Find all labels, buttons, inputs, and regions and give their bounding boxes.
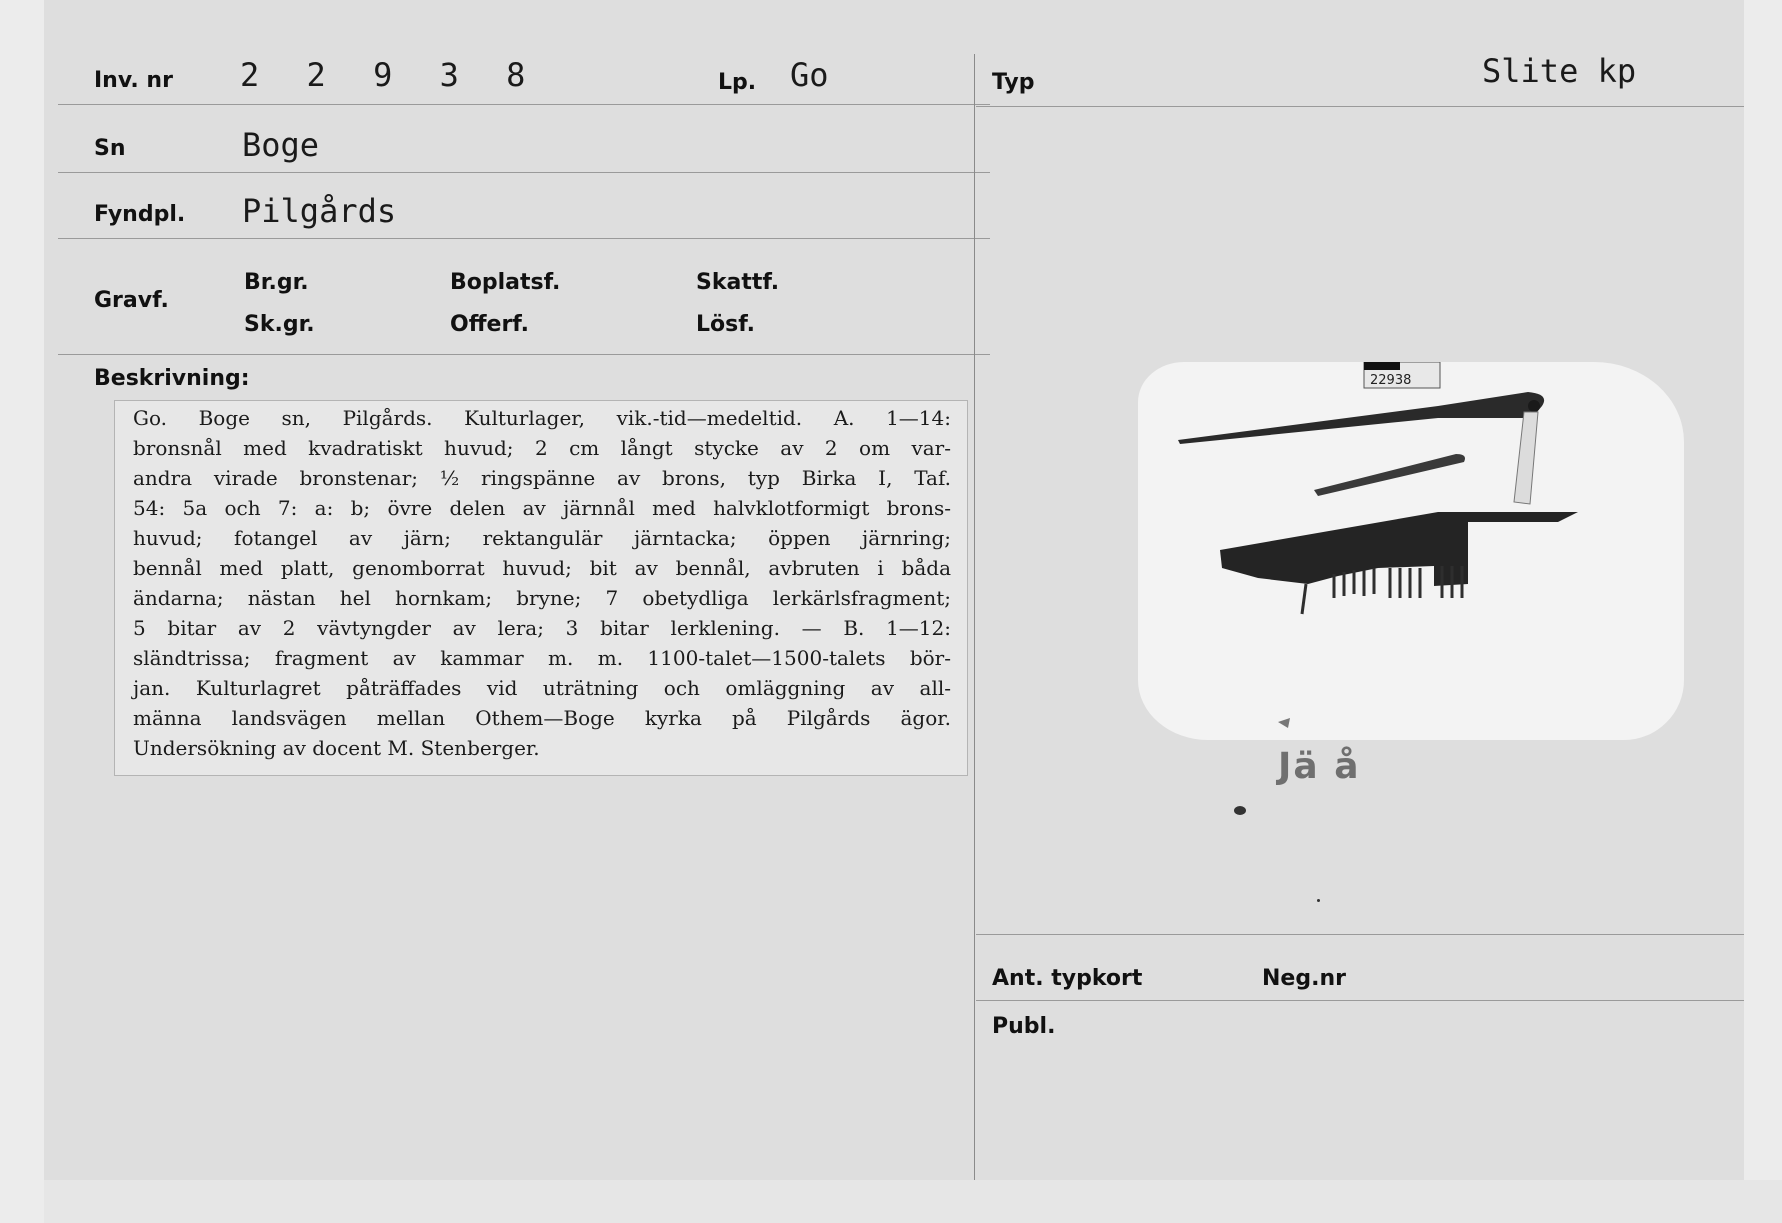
divider-inv-row <box>58 104 990 105</box>
sn-value: Boge <box>242 126 320 164</box>
fyndpl-label: Fyndpl. <box>94 202 186 227</box>
ink-speck <box>1234 806 1246 815</box>
divider-fyndpl-row <box>58 238 990 239</box>
typ-value: Slite kp <box>1482 52 1637 90</box>
card-column-divider <box>974 54 975 1180</box>
description-line: jan. Kulturlagret påträffades vid uträtning och omläggning av all- <box>133 676 951 700</box>
description-line: 5 bitar av 2 vävtyngder av lera; 3 bitar lerklening. — B. 1—12: <box>133 616 951 640</box>
gravf-label: Gravf. <box>94 288 169 313</box>
description-line: Undersökning av docent M. Stenberger. <box>133 736 540 760</box>
description-clipping <box>114 400 968 776</box>
description-line: sländtrissa; fragment av kammar m. m. 1100-talet—1500-talets bör- <box>133 646 951 670</box>
lp-value: Go <box>790 56 829 94</box>
ant-typkort-label: Ant. typkort <box>992 966 1143 991</box>
ink-speck <box>1317 899 1320 902</box>
losf-label: Lösf. <box>696 312 755 337</box>
br-gr-label: Br.gr. <box>244 270 309 295</box>
beskrivning-label: Beskrivning: <box>94 366 250 391</box>
catalog-card <box>44 0 1744 1180</box>
bronze-pin-icon <box>1178 392 1544 444</box>
artifacts-illustration <box>1138 362 1684 740</box>
boplatsf-label: Boplatsf. <box>450 270 561 295</box>
lp-label: Lp. <box>718 70 757 95</box>
pin-label-icon <box>1514 412 1538 504</box>
handwritten-note: Jä å <box>1278 746 1361 787</box>
publ-label: Publ. <box>992 1014 1056 1039</box>
description-line: andra virade bronstenar; ½ ringspänne av brons, typ Birka I, Taf. <box>133 466 951 490</box>
scan-margin-right <box>1744 0 1782 1223</box>
sn-label: Sn <box>94 136 126 161</box>
inv-nr-label: Inv. nr <box>94 68 173 93</box>
description-line: 54: 5a och 7: a: b; övre delen av järnnål med halvklotformigt brons- <box>133 496 951 520</box>
typ-label: Typ <box>992 70 1035 95</box>
offerf-label: Offerf. <box>450 312 530 337</box>
artifact-photo <box>1138 362 1684 740</box>
tag-number-text: 22938 <box>1370 373 1412 388</box>
divider-ant-top <box>976 934 1744 935</box>
description-line: männa landsvägen mellan Othem—Boge kyrka på Pilgårds ägor. <box>133 706 951 730</box>
divider-publ-top <box>976 1000 1744 1001</box>
tag-scale-bar <box>1364 362 1400 370</box>
description-line: ändarna; nästan hel hornkam; bryne; 7 obetydliga lerkärlsfragment; <box>133 586 951 610</box>
description-line: bronsnål med kvadratiskt huvud; 2 cm långt stycke av 2 om var- <box>133 436 951 460</box>
inv-nr-value: 2 2 9 3 8 <box>240 56 540 94</box>
scan-margin-bottom <box>44 1180 1782 1223</box>
description-line: huvud; fotangel av järn; rektangulär järntacka; öppen järnring; <box>133 526 951 550</box>
description-line: bennål med platt, genomborrat huvud; bit av bennål, avbruten i båda <box>133 556 951 580</box>
neg-nr-label: Neg.nr <box>1262 966 1346 991</box>
divider-typ-row <box>976 106 1744 107</box>
divider-sn-row <box>58 172 990 173</box>
skattf-label: Skattf. <box>696 270 780 295</box>
description-line: Go. Boge sn, Pilgårds. Kulturlager, vik.-tid—medeltid. A. 1—14: <box>133 406 951 430</box>
scan-margin-left <box>0 0 44 1223</box>
divider-gravf-row <box>58 354 990 355</box>
bone-needle-icon <box>1314 454 1465 496</box>
sk-gr-label: Sk.gr. <box>244 312 315 337</box>
fyndpl-value: Pilgårds <box>242 192 397 230</box>
